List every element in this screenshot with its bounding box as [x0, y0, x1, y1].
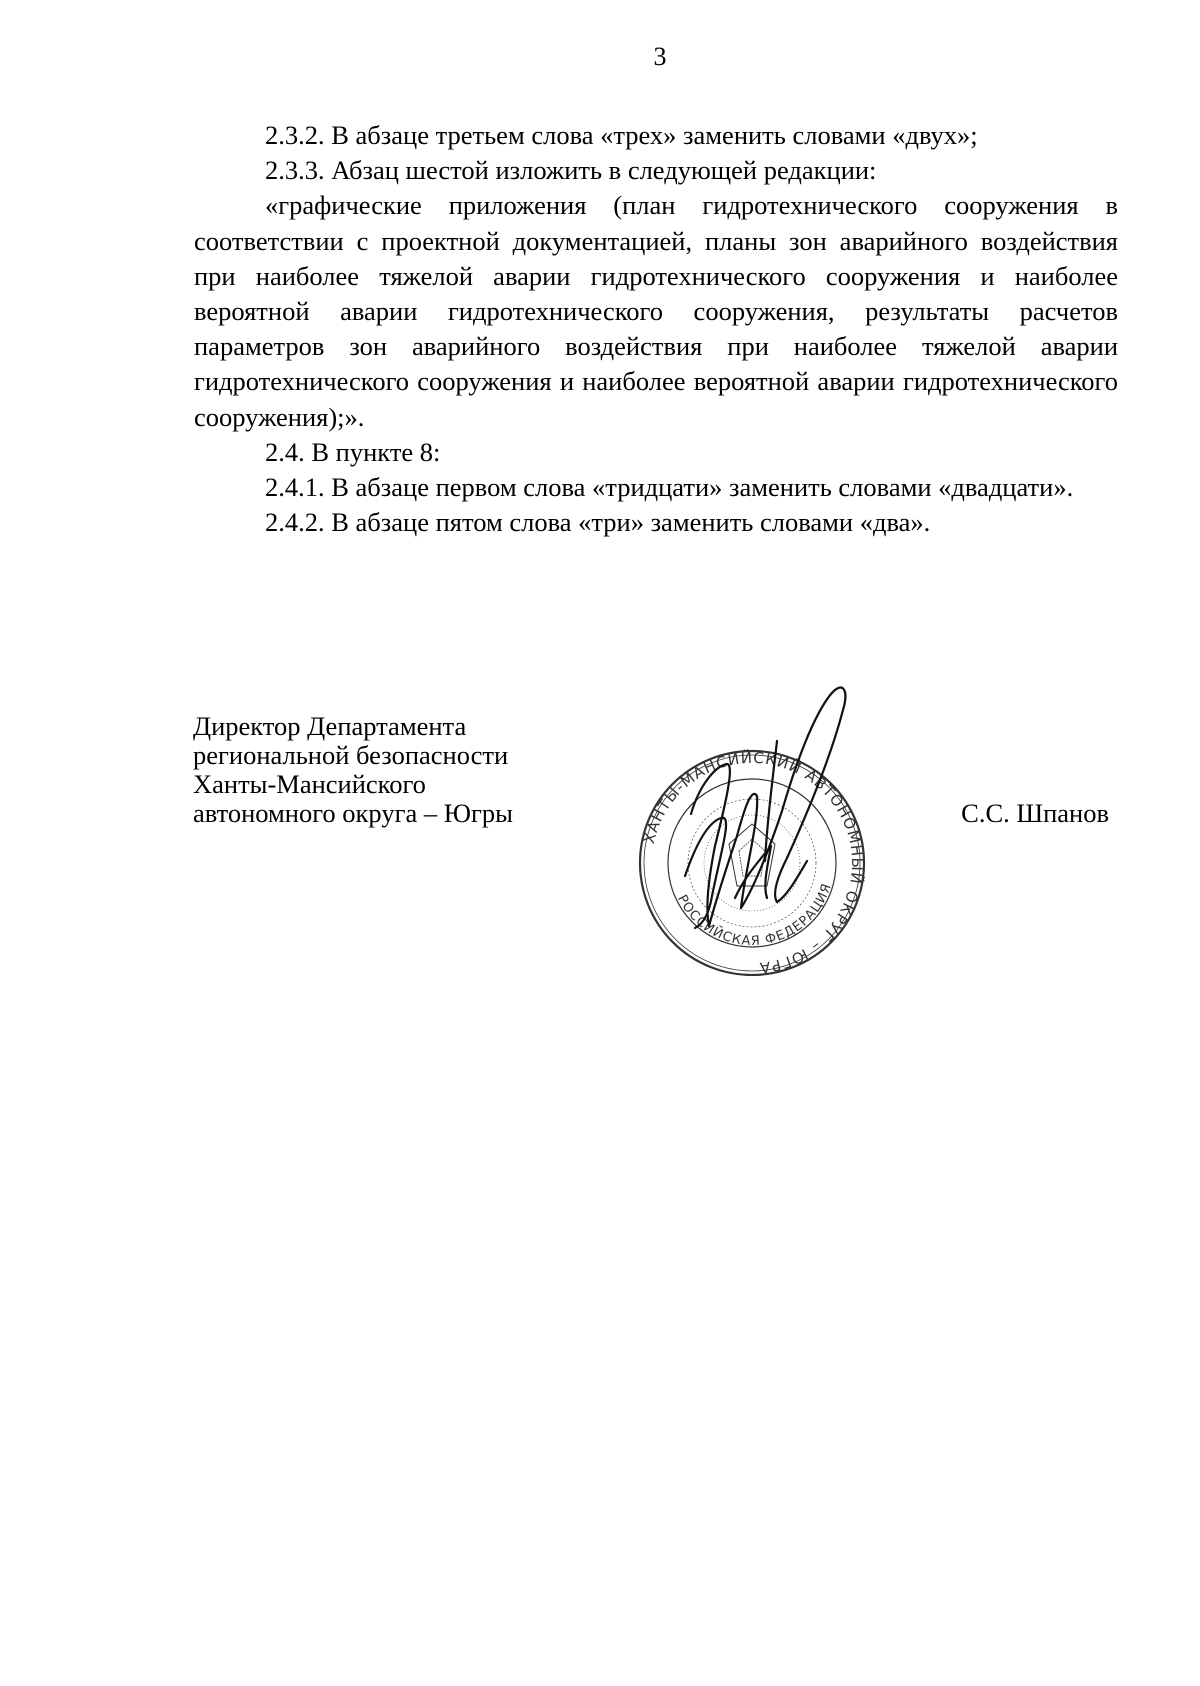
paragraph-quoted-text: «графические приложения (план гидротехнического сооружения в соответствии с проектной документацией, планы зон аварийного воздействия при наиболее тяжелой аварии гидротехнического сооружения и наиболее вероятной аварии гидротехнического сооружения, результаты расчетов параметров зон аварийного воздействия при наиболее тяжелой аварии гидротехнического сооружения и наиболее вероятной аварии гидротехнического сооружения);». [194, 190, 1118, 432]
signer-name: С.С. Шпанов [961, 798, 1109, 828]
signer-title-line: Директор Департамента [193, 711, 467, 741]
seal-and-signature-image [617, 646, 887, 976]
signer-title-line: автономного округа – Югры [193, 798, 513, 828]
paragraph-2-4-2: 2.4.2. В абзаце пятом слова «три» заменить словами «два». [265, 507, 931, 538]
paragraph-2-4-1: 2.4.1. В абзаце первом слова «тридцати» заменить словами «двадцати». [265, 472, 1074, 503]
seal-bottom-text: РОССИЙСКАЯ ФЕДЕРАЦИЯ [674, 881, 836, 950]
paragraph-2-4: 2.4. В пункте 8: [265, 436, 441, 467]
signer-title-line: Ханты-Мансийского [193, 769, 426, 799]
seal-outer-text: ХАНТЫ-МАНСИЙСКИЙ АВТОНОМНЫЙ ОКРУГ – ЮГРА [640, 748, 867, 976]
paragraph-2-3-3: 2.3.3. Абзац шестой изложить в следующей редакции: [265, 155, 877, 186]
signer-title [193, 712, 513, 828]
paragraph-2-3-2: 2.3.2. В абзаце третьем слова «трех» заменить словами «двух»; [265, 120, 978, 150]
document-body [194, 118, 1118, 540]
page-number: 3 [653, 42, 667, 71]
signature-block [193, 712, 1133, 1032]
signer-title-line: региональной безопасности [193, 740, 509, 770]
official-seal-icon [640, 748, 867, 976]
